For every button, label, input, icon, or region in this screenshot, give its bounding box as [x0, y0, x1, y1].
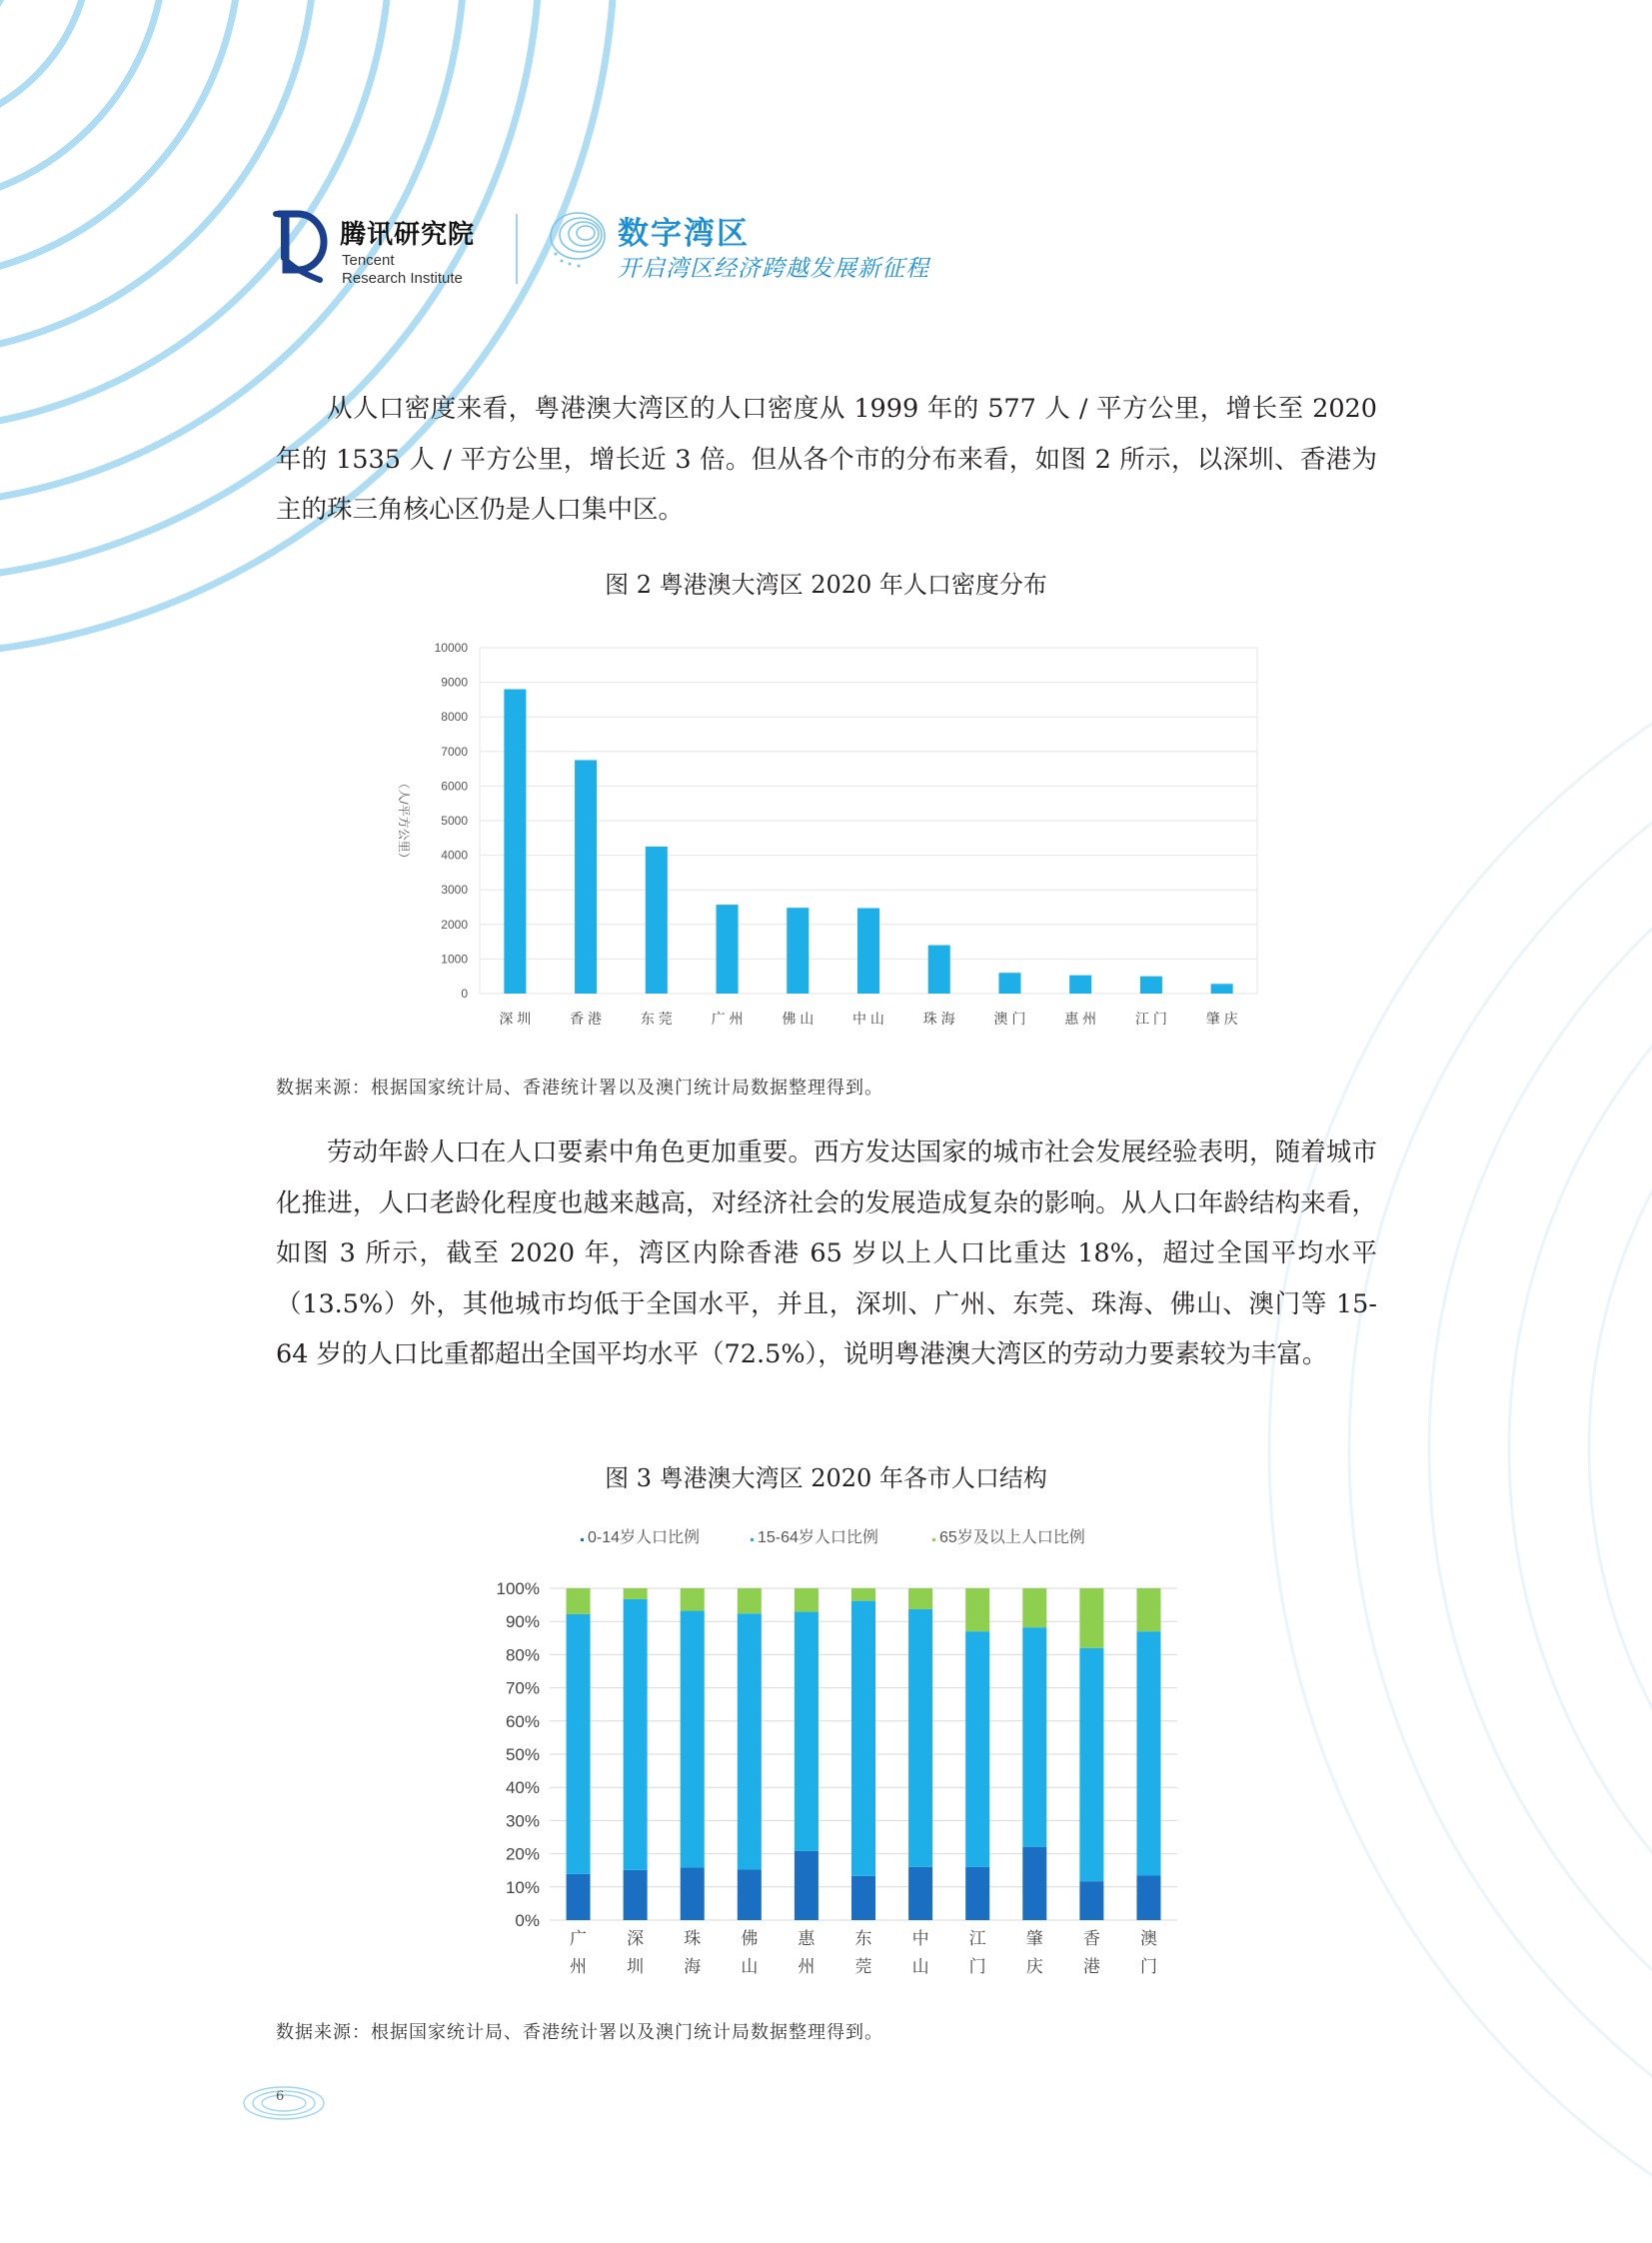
x-tick-label: 澳 门: [993, 1011, 1026, 1027]
y-tick-label: 50%: [505, 1745, 540, 1764]
bar-segment-2-1: [624, 1870, 648, 1920]
bar-segment-5-2: [795, 1612, 819, 1851]
bar-segment-11-1: [1136, 1876, 1160, 1920]
bar-segment-9-3: [1022, 1588, 1046, 1627]
x-tick-label-top: 中: [911, 1929, 929, 1948]
x-tick-label: 江 门: [1134, 1011, 1167, 1027]
bar-4: [717, 905, 739, 994]
population-structure-chart: [470, 1524, 1189, 1984]
x-tick-label-top: 珠: [684, 1929, 702, 1948]
y-tick-label: 6000: [441, 779, 468, 794]
body-paragraph-2: 劳动年龄人口在人口要素中角色更加重要。西方发达国家的城市社会发展经验表明，随着城市化推进，人口老龄化程度也越来越高，对经济社会的发展造成复杂的影响。从人口年龄结构来看，如图 3 所示，截至 2020 年，湾区内除香港 65 岁以上人口比重达 18%，超过全国平均水平（13.5%）外，其他城市均低于全国水平，并且，深圳、广州、东莞、珠海、佛山、澳门等 15-64 岁的人口比重都超出全国平均水平（72.5%），说明粤港澳大湾区的劳动力要素较为丰富。: [276, 1137, 1377, 1369]
figure-2-caption: 图 2 粤港澳大湾区 2020 年人口密度分布: [605, 571, 1047, 599]
x-tick-label-top: 佛: [741, 1929, 759, 1948]
x-tick-label-bottom: 门: [1139, 1957, 1157, 1976]
x-tick-label-bottom: 山: [911, 1957, 929, 1976]
x-tick-label: 中 山: [852, 1011, 884, 1027]
x-tick-label-bottom: 海: [684, 1957, 702, 1976]
y-tick-label: 2000: [441, 917, 468, 932]
digital-bay-swirl-icon: [548, 206, 610, 272]
x-tick-label: 佛 山: [782, 1011, 815, 1027]
x-tick-label-top: 深: [627, 1929, 645, 1948]
y-tick-label: 100%: [496, 1579, 540, 1598]
bar-segment-2-3: [624, 1588, 648, 1599]
figure-3-caption: 图 3 粤港澳大湾区 2020 年各市人口结构: [605, 1464, 1047, 1492]
org-name-en-line2: Research Institute: [342, 270, 463, 287]
tencent-research-logo-icon: [268, 210, 330, 286]
y-tick-label: 80%: [505, 1645, 540, 1665]
bar-segment-9-1: [1022, 1847, 1046, 1920]
bar-segment-11-2: [1136, 1631, 1160, 1875]
page-number: 6: [276, 2089, 285, 2104]
x-tick-label-bottom: 港: [1082, 1957, 1100, 1976]
bar-segment-10-1: [1079, 1881, 1103, 1920]
bar-segment-7-3: [908, 1588, 932, 1609]
bar-segment-4-1: [738, 1870, 762, 1920]
bar-segment-5-3: [795, 1588, 819, 1612]
bar-segment-5-1: [795, 1851, 819, 1920]
y-tick-label: 0: [461, 987, 468, 1001]
brand-subtitle: 开启湾区经济跨越发展新征程: [618, 256, 929, 282]
x-tick-label-bottom: 山: [741, 1957, 759, 1976]
y-tick-label: 5000: [441, 814, 468, 828]
x-tick-label-top: 肇: [1025, 1929, 1043, 1948]
x-tick-label: 惠 州: [1064, 1011, 1097, 1027]
bar-segment-7-2: [908, 1609, 932, 1867]
bar-segment-1-3: [567, 1588, 591, 1614]
x-tick-label: 珠 海: [922, 1011, 955, 1027]
bar-segment-10-3: [1079, 1588, 1103, 1648]
y-tick-label: 3000: [441, 883, 468, 898]
bar-segment-8-3: [965, 1588, 989, 1631]
y-tick-label: 8000: [441, 710, 468, 725]
y-tick-label: 4000: [441, 848, 468, 863]
bar-segment-11-3: [1136, 1588, 1160, 1631]
bar-segment-8-1: [965, 1867, 989, 1920]
header-divider: [516, 214, 518, 284]
bar-segment-3-3: [681, 1588, 705, 1611]
bar-segment-6-1: [851, 1876, 875, 1920]
bar-segment-4-2: [738, 1613, 762, 1869]
bar-segment-4-3: [738, 1588, 762, 1613]
figure-3-source: 数据来源：根据国家统计局、香港统计署以及澳门统计局数据整理得到。: [276, 2022, 883, 2043]
bar-2: [575, 760, 597, 994]
x-tick-label: 香 港: [570, 1011, 603, 1027]
bar-segment-10-2: [1079, 1648, 1103, 1881]
x-tick-label-top: 东: [854, 1929, 872, 1948]
bar-7: [928, 946, 950, 994]
bar-8: [998, 973, 1020, 994]
org-name-cn: 腾讯研究院: [340, 220, 476, 250]
y-axis-label: （人/平方公里）: [397, 777, 411, 865]
y-tick-label: 1000: [441, 952, 468, 967]
bar-segment-6-2: [851, 1601, 875, 1876]
x-tick-label-top: 澳: [1139, 1929, 1157, 1948]
y-tick-label: 60%: [505, 1711, 540, 1731]
x-tick-label-bottom: 庆: [1025, 1957, 1043, 1976]
bar-segment-3-2: [681, 1611, 705, 1868]
bar-5: [787, 908, 809, 994]
y-tick-label: 70%: [505, 1678, 540, 1698]
y-tick-label: 10%: [505, 1877, 540, 1897]
org-name-en-line1: Tencent: [342, 252, 395, 269]
bar-segment-1-2: [567, 1614, 591, 1874]
x-tick-label-bottom: 圳: [627, 1957, 645, 1976]
legend-swatch: [932, 1538, 935, 1541]
x-tick-label-top: 江: [968, 1929, 986, 1948]
x-tick-label-bottom: 州: [798, 1957, 816, 1976]
legend-label: 15-64岁人口比例: [758, 1529, 878, 1546]
x-tick-label: 深 圳: [499, 1011, 532, 1027]
y-tick-label: 7000: [441, 744, 468, 759]
legend-label: 65岁及以上人口比例: [939, 1529, 1085, 1546]
body-paragraph-1: 从人口密度来看，粤港澳大湾区的人口密度从 1999 年的 577 人 / 平方公里，增长至 2020 年的 1535 人 / 平方公里，增长近 3 倍。但从各个市的分布来看，如图 2 所示，以深圳、香港为主的珠三角核心区仍是人口集中区。: [276, 394, 1377, 525]
bar-segment-3-1: [681, 1868, 705, 1920]
y-tick-label: 10000: [434, 641, 468, 655]
bar-segment-8-2: [965, 1631, 989, 1867]
bar-segment-2-2: [624, 1599, 648, 1870]
y-tick-label: 90%: [505, 1612, 540, 1632]
y-tick-label: 20%: [505, 1844, 540, 1864]
legend-swatch: [751, 1538, 754, 1541]
bar-3: [646, 847, 668, 994]
bar-9: [1069, 976, 1091, 994]
population-density-chart: [380, 630, 1279, 1040]
x-tick-label: 肇 庆: [1205, 1011, 1238, 1027]
bar-segment-1-1: [567, 1874, 591, 1920]
bar-segment-9-2: [1022, 1627, 1046, 1847]
y-tick-label: 0%: [515, 1911, 540, 1930]
x-tick-label-bottom: 门: [968, 1957, 986, 1976]
bar-11: [1211, 984, 1233, 994]
x-tick-label-top: 香: [1082, 1929, 1100, 1948]
bar-1: [504, 690, 526, 994]
x-tick-label: 东 莞: [640, 1011, 673, 1027]
legend-swatch: [581, 1538, 584, 1541]
brand-title: 数字湾区: [618, 216, 750, 252]
legend-label: 0-14岁人口比例: [588, 1529, 701, 1546]
bar-10: [1140, 977, 1162, 994]
x-tick-label-top: 惠: [798, 1929, 816, 1948]
bar-segment-6-3: [851, 1588, 875, 1601]
x-tick-label: 广 州: [711, 1011, 744, 1027]
bar-segment-7-1: [908, 1867, 932, 1920]
y-tick-label: 9000: [441, 675, 468, 690]
y-tick-label: 30%: [505, 1811, 540, 1831]
x-tick-label-bottom: 莞: [854, 1957, 872, 1976]
x-tick-label-top: 广: [570, 1929, 588, 1948]
y-tick-label: 40%: [505, 1778, 540, 1798]
bar-6: [857, 909, 879, 994]
x-tick-label-bottom: 州: [570, 1957, 588, 1976]
figure-2-source: 数据来源：根据国家统计局、香港统计署以及澳门统计局数据整理得到。: [276, 1078, 883, 1099]
